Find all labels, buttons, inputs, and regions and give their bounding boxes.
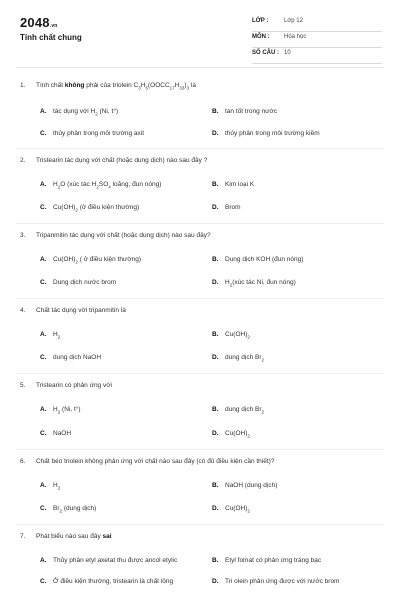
site-logo[interactable]: 2048.vn <box>20 15 58 30</box>
question-divider <box>16 449 384 450</box>
meta-count-value: 10 <box>284 50 291 56</box>
question-1-option-d[interactable]: D. thủy phân trong môi trường kiềm <box>212 130 320 137</box>
question-4-option-d[interactable]: D. dung dịch $Br_2$ <box>212 354 265 363</box>
meta-subject-value: Hóa học <box>284 34 307 40</box>
question-divider <box>16 148 384 149</box>
question-1-option-a[interactable]: A. tác dụng với $H_2$ (Ni, t°) <box>40 108 119 117</box>
question-3-stem: 3. Tripanmitin tác dụng với chất (hoặc dung dịch) nào sau đây? <box>20 232 211 239</box>
question-divider <box>16 373 384 374</box>
meta-count-label: SỐ CÂU : <box>252 50 279 56</box>
question-4-option-b[interactable]: B. $Cu(OH)_2$ <box>212 331 250 340</box>
question-3-option-b[interactable]: B. Dung dịch KOH (đun nóng) <box>212 256 304 263</box>
worksheet-meta <box>252 16 382 64</box>
question-5-option-a[interactable]: A. $H_2$ (Ni, t°) <box>40 406 81 415</box>
question-7-option-c[interactable]: C. Ở điều kiện thường, tristearin là chất lỏng <box>40 578 174 585</box>
meta-class-value: Lớp 12 <box>284 18 303 24</box>
question-3-option-a[interactable]: A. $Cu(OH)_2$ ( ở điều kiện thường) <box>40 256 142 265</box>
meta-subject-row <box>252 32 382 48</box>
header-divider <box>16 67 384 68</box>
question-2-option-b[interactable]: B. Kim loại K <box>212 181 255 188</box>
question-divider <box>16 524 384 525</box>
question-6-stem: 6. Chất béo triolein không phản ứng với chất nào sau đây (có đủ điều kiện cần thiết)? <box>20 458 275 465</box>
question-2-option-c[interactable]: C. $Cu(OH)_2$ (ở điều kiện thường) <box>40 204 140 213</box>
question-5-option-d[interactable]: D. $Cu(OH)_2$ <box>212 430 250 439</box>
question-2-stem: 2. Tristearin tác dụng với chất (hoặc dung dịch) nào sau đây ? <box>20 157 208 164</box>
question-4-stem: 4. Chất tác dụng với tripanmitin là <box>20 307 126 314</box>
question-5-stem: 5. Tristearin có phản ứng với <box>20 382 112 389</box>
question-1-stem: 1. Tính chất không phải của triolein $C_3H_5(OOCC_{17}H_{33})_3$ là <box>20 82 196 91</box>
question-5-option-c[interactable]: C. NaOH <box>40 430 72 437</box>
page-title: Tính chất chung <box>20 33 82 42</box>
question-2-option-a[interactable]: A. $H_2O$ (xúc tác $H_2SO_4$ loãng, đun nóng) <box>40 181 162 190</box>
question-1-option-c[interactable]: C. thủy phân trong môi trường axit <box>40 130 144 137</box>
meta-count-row <box>252 48 382 64</box>
question-7-option-b[interactable]: B. Etyl fomat có phản ứng tráng bạc <box>212 557 322 564</box>
question-2-option-d[interactable]: D. Brom <box>212 204 241 211</box>
question-6-option-d[interactable]: D. $Cu(OH)_2$ <box>212 505 250 514</box>
meta-class-label: LỚP : <box>252 18 269 24</box>
question-3-option-c[interactable]: C. Dung dịch nước brom <box>40 279 117 286</box>
question-7-stem: 7. Phát biểu nào sau đây sai <box>20 533 112 540</box>
question-5-option-b[interactable]: B. dung dịch $Br_2$ <box>212 406 265 415</box>
question-4-option-c[interactable]: C. dung dịch NaOH <box>40 354 102 361</box>
question-6-option-c[interactable]: C. $Br_2$ (dung dịch) <box>40 505 97 514</box>
question-6-option-b[interactable]: B. NaOH (dung dịch) <box>212 482 278 489</box>
meta-class-row <box>252 16 382 32</box>
question-1-option-b[interactable]: B. tan tốt trong nước <box>212 108 277 115</box>
question-4-option-a[interactable]: A. $H_2$ <box>40 331 61 340</box>
question-divider <box>16 298 384 299</box>
question-7-option-d[interactable]: D. Tri olein phản ứng được với nước brom <box>212 578 340 585</box>
question-3-option-d[interactable]: D. $H_2(xúc$ tác Ni, đun nóng) <box>212 279 296 288</box>
question-7-option-a[interactable]: A. Thủy phân etyl axetat thu được ancol etylic <box>40 557 178 564</box>
meta-subject-label: MÔN : <box>252 34 270 40</box>
question-divider <box>16 223 384 224</box>
question-6-option-a[interactable]: A. $H_2$ <box>40 482 61 491</box>
